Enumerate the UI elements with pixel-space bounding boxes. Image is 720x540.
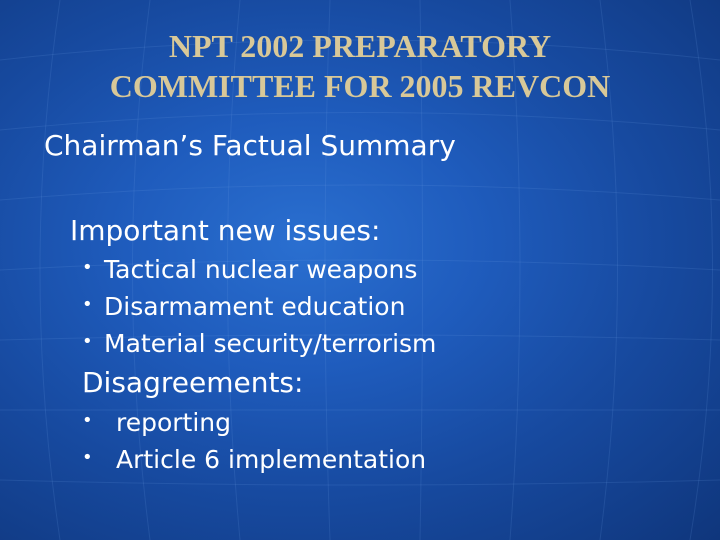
list-item-text: Tactical nuclear weapons <box>104 255 418 284</box>
list-item-text: reporting <box>116 408 232 437</box>
disagreements-heading: Disagreements: <box>82 366 304 399</box>
slide-title <box>0 26 720 106</box>
list-item <box>82 326 436 363</box>
bullet-icon: • <box>82 410 93 431</box>
bullet-icon: • <box>82 294 93 315</box>
list-item-text: Material security/terrorism <box>104 329 437 358</box>
bullet-icon: • <box>82 331 93 352</box>
title-line-1: NPT 2002 PREPARATORY <box>168 28 552 64</box>
list-item <box>82 405 426 442</box>
slide-subtitle: Chairman’s Factual Summary <box>44 129 456 162</box>
list-item-text: Article 6 implementation <box>116 445 427 474</box>
bullet-icon: • <box>82 257 93 278</box>
list-item <box>82 442 426 479</box>
list-item-text: Disarmament education <box>104 292 406 321</box>
title-line-2: COMMITTEE FOR 2005 REVCON <box>109 68 611 104</box>
list-item <box>82 252 436 289</box>
disagreements-list <box>82 405 426 479</box>
important-issues-heading: Important new issues: <box>70 214 381 247</box>
important-issues-list <box>82 252 436 363</box>
list-item <box>82 289 436 326</box>
bullet-icon: • <box>82 447 93 468</box>
